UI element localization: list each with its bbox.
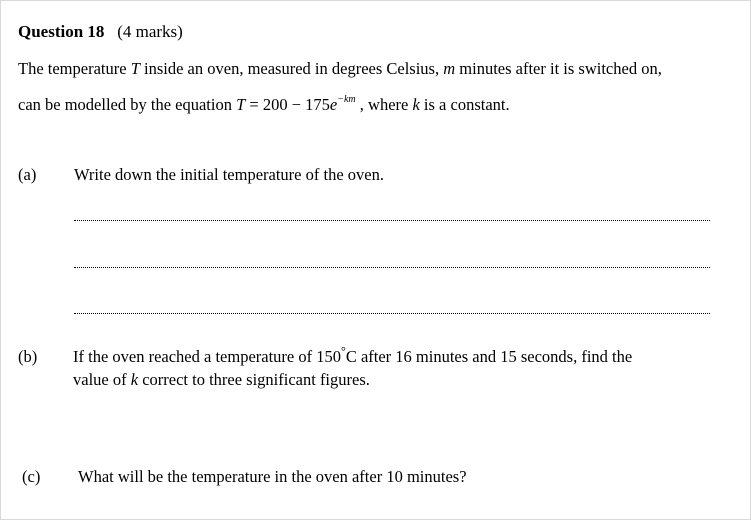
intro-text: The temperature <box>18 59 131 78</box>
part-b-text: If the oven reached a temperature of 150 <box>73 347 341 366</box>
answer-line[interactable] <box>74 220 710 221</box>
question-marks: (4 marks) <box>117 22 183 41</box>
part-a-text: Write down the initial temperature of the oven. <box>74 165 384 184</box>
variable-m: m <box>443 59 456 78</box>
answer-line[interactable] <box>74 313 710 314</box>
variable-k: k <box>130 370 139 389</box>
intro-text: inside an oven, measured in degrees Celsius, <box>139 59 444 78</box>
part-a-label: (a) <box>18 165 37 184</box>
variable-e: e <box>329 95 338 114</box>
part-b-label: (b) <box>18 347 38 366</box>
answer-line[interactable] <box>74 267 710 268</box>
variable-T: T <box>236 95 246 114</box>
part-b-text: C after 16 minutes and 15 seconds, find the <box>345 347 633 366</box>
equation-exponent: −km <box>337 94 356 105</box>
degree-symbol: ° <box>341 344 346 358</box>
intro-text: minutes after it is switched on, <box>455 59 662 78</box>
part-b-text-line-2 <box>73 370 370 390</box>
part-c-text: What will be the temperature in the oven after 10 minutes? <box>78 467 467 486</box>
question-intro-line-2 <box>18 95 510 115</box>
question-intro-line-1 <box>18 59 662 79</box>
part-b-text: value of <box>73 370 131 389</box>
intro-text: can be modelled by the equation <box>18 95 237 114</box>
part-b-text-line-1 <box>73 344 633 367</box>
part-c-label: (c) <box>22 467 41 486</box>
part-b-text: correct to three significant figures. <box>138 370 370 389</box>
variable-k: k <box>412 95 420 114</box>
intro-text: is a constant. <box>419 95 510 114</box>
question-heading <box>18 22 183 42</box>
question-title: Question 18 <box>18 22 105 41</box>
intro-text: , where <box>355 95 413 114</box>
equation-text: = 200 − 175 <box>245 95 330 114</box>
variable-T: T <box>130 59 140 78</box>
